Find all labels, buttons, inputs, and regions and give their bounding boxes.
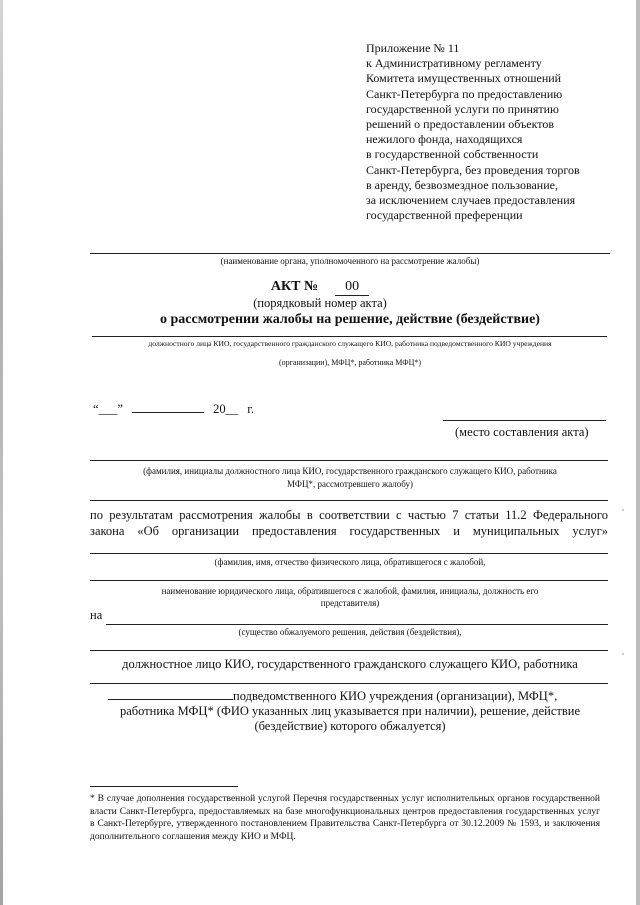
official-line-text: должностное лицо КИО, государственного гражданского служащего КИО, работника <box>122 657 578 671</box>
appendix-line: в государственной собственности <box>366 147 539 162</box>
appendix-block <box>366 41 616 223</box>
result-line-2: закона «Об организации предоставления государственных и муниципальных услуг» <box>90 524 608 538</box>
appendix-line: нежилого фонда, находящихся <box>366 132 523 147</box>
appendix-line: в аренду, безвозмездное пользование, <box>366 177 558 192</box>
subordinate-text: подведомственного КИО учреждения (организации), МФЦ*, <box>233 689 558 703</box>
essence-line[interactable] <box>106 624 608 625</box>
essence-line-2[interactable] <box>90 650 608 651</box>
appendix-line: Комитета имущественных отношений <box>366 71 562 86</box>
reviewer-line[interactable] <box>90 460 608 461</box>
date-year-blank: __ <box>225 402 239 416</box>
subordinate-blank[interactable] <box>108 699 233 700</box>
mfc-line-1: работника МФЦ* (ФИО указанных лиц указывается при наличии), решение, действие <box>119 704 581 718</box>
date-field[interactable] <box>93 402 254 417</box>
scan-edge-right <box>636 0 640 905</box>
official-line[interactable] <box>92 336 607 337</box>
subordinate-row <box>108 689 557 704</box>
scan-edge-left <box>0 0 3 905</box>
date-year-suffix: г. <box>247 402 255 416</box>
appendix-line: Приложение № 11 <box>366 41 460 55</box>
footnote-separator <box>90 786 238 787</box>
date-day-blank: ___ <box>98 402 118 416</box>
date-year-prefix: 20 <box>213 402 226 416</box>
legal-caption-2: представителя) <box>320 598 380 608</box>
official-caption-1: должностного лица КИО, государственного гражданского служащего КИО, работника подведомственного КИО учреждения <box>148 339 552 348</box>
act-number-caption: (порядковый номер акта) <box>253 296 387 310</box>
date-quote-close: ” <box>117 402 123 416</box>
na-label: на <box>90 608 103 622</box>
appendix-line: решений о предоставлении объектов <box>366 117 555 132</box>
body-name-line[interactable] <box>90 253 610 254</box>
appendix-line: Санкт-Петербурга по предоставлению <box>366 86 563 101</box>
legal-caption-1: наименование юридического лица, обратившегося с жалобой, фамилия, инициалы, должность его <box>161 586 539 596</box>
footnote: * В случае дополнения государственной услугой Перечня государственных услуг исполнительных органов государственной власти Санкт-Петербурга, предоставляемых на базе многофункциональных центров предоставления государственных услуг в Санкт-Петербурге, утвержденного постановлением Правительства Санкт-Петербурга от 30.12.2009 № 1593, и заключения дополнительного соглашения между КИО и МФЦ. <box>90 794 600 842</box>
appendix-line: Санкт-Петербурга, без проведения торгов <box>366 162 580 177</box>
act-number[interactable]: 00 <box>335 279 369 296</box>
reviewer-caption-1: (фамилия, инициалы должностного лица КИО, государственного гражданского служащего КИО, работника <box>143 466 557 476</box>
subordinate-blank-line[interactable] <box>90 683 608 684</box>
reviewer-caption-2: МФЦ*, рассмотревшего жалобу) <box>287 479 413 489</box>
appendix-line: за исключением случаев предоставления <box>366 193 576 208</box>
appendix-line: к Административному регламенту <box>366 56 542 71</box>
appendix-line: государственной преференции <box>366 208 523 223</box>
place-line[interactable] <box>443 420 606 421</box>
reviewer-line-2[interactable] <box>90 500 608 501</box>
official-caption-2: (организации), МФЦ*, работника МФЦ*) <box>278 358 422 367</box>
legal-entity-line[interactable] <box>90 580 608 581</box>
essence-caption: (существо обжалуемого решения, действия (бездействия), <box>238 627 462 637</box>
place-caption: (место составления акта) <box>455 425 589 439</box>
appendix-line: государственной услуги по принятию <box>366 101 560 116</box>
mfc-line-2: (бездействие) которого обжалуется) <box>254 719 446 733</box>
date-month-blank[interactable] <box>132 412 204 413</box>
individual-caption: (фамилия, имя, отчество физического лица, обратившегося с жалобой, <box>214 557 486 567</box>
act-subject: о рассмотрении жалобы на решение, действие (бездействие) <box>160 312 540 327</box>
margin-mark: , <box>622 503 624 512</box>
individual-line[interactable] <box>90 553 608 554</box>
margin-mark: , <box>622 647 624 656</box>
body-caption: (наименование органа, уполномоченного на рассмотрение жалобы) <box>220 256 480 266</box>
result-line-1: по результатам рассмотрения жалобы в соответствии с частью 7 статьи 11.2 Федерального <box>90 508 608 522</box>
date-quote-open: “ <box>93 402 99 416</box>
act-label: АКТ № <box>270 279 319 294</box>
act-title <box>0 279 640 296</box>
